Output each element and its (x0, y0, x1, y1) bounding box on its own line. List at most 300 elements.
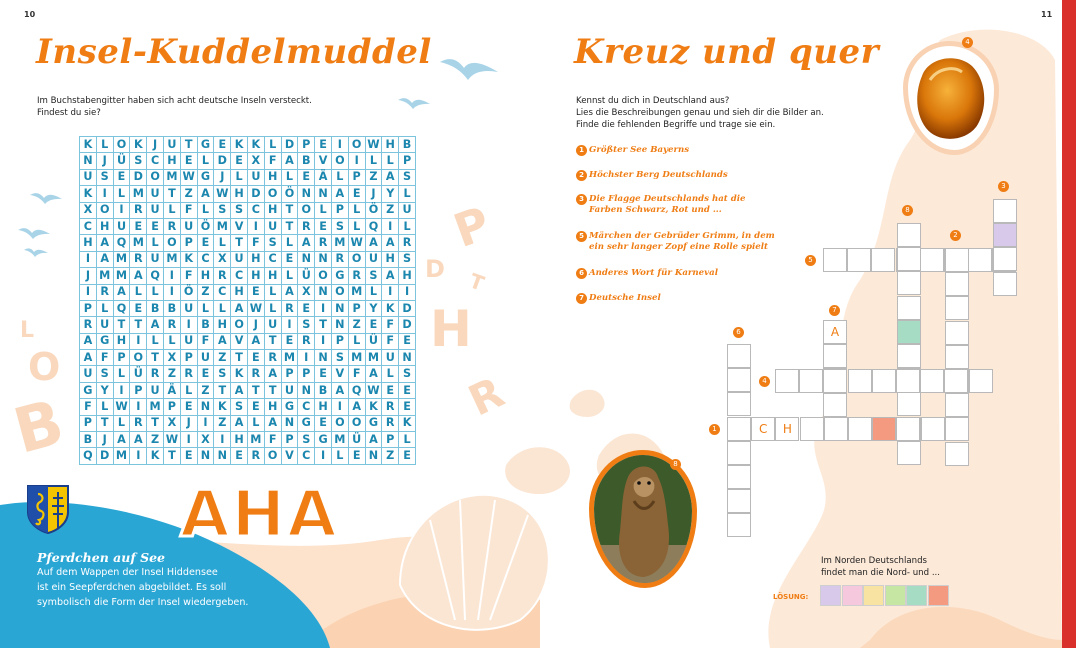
grid-cell[interactable]: L (281, 268, 298, 284)
crossword-cell-8[interactable] (897, 296, 921, 320)
grid-cell[interactable]: P (298, 366, 315, 382)
grid-cell[interactable]: Ö (197, 218, 214, 234)
grid-cell[interactable]: P (281, 366, 298, 382)
grid-cell[interactable]: F (80, 399, 97, 415)
grid-cell[interactable]: R (163, 317, 180, 333)
grid-cell[interactable]: H (264, 268, 281, 284)
crossword-cell-3[interactable] (993, 272, 1017, 296)
grid-cell[interactable]: P (348, 169, 365, 185)
crossword-cell-4[interactable] (944, 369, 968, 393)
grid-cell[interactable]: U (231, 251, 248, 267)
grid-cell[interactable]: F (264, 153, 281, 169)
grid-cell[interactable]: E (147, 218, 164, 234)
grid-cell[interactable]: A (331, 186, 348, 202)
grid-cell[interactable]: X (214, 251, 231, 267)
grid-cell[interactable]: K (80, 137, 97, 153)
grid-cell[interactable]: E (130, 218, 147, 234)
crossword-cell-8[interactable] (897, 441, 921, 465)
grid-cell[interactable]: A (113, 432, 130, 448)
grid-cell[interactable]: E (281, 251, 298, 267)
grid-cell[interactable]: E (298, 169, 315, 185)
grid-cell[interactable]: A (80, 350, 97, 366)
grid-cell[interactable]: S (399, 251, 416, 267)
grid-cell[interactable]: T (113, 317, 130, 333)
grid-cell[interactable]: F (180, 268, 197, 284)
grid-cell[interactable]: P (80, 300, 97, 316)
grid-cell[interactable]: O (331, 153, 348, 169)
grid-cell[interactable]: U (96, 317, 113, 333)
grid-cell[interactable]: E (315, 366, 332, 382)
grid-cell[interactable]: A (130, 432, 147, 448)
grid-cell[interactable]: C (247, 202, 264, 218)
grid-cell[interactable]: M (348, 350, 365, 366)
grid-cell[interactable]: G (80, 382, 97, 398)
grid-cell[interactable]: G (197, 137, 214, 153)
grid-cell[interactable]: C (298, 399, 315, 415)
grid-cell[interactable]: I (80, 284, 97, 300)
grid-cell[interactable]: O (147, 169, 164, 185)
grid-cell[interactable]: D (130, 169, 147, 185)
grid-cell[interactable]: K (399, 415, 416, 431)
grid-cell[interactable]: Ä (163, 382, 180, 398)
grid-cell[interactable]: O (264, 186, 281, 202)
grid-cell[interactable]: W (214, 186, 231, 202)
grid-cell[interactable]: C (264, 251, 281, 267)
grid-cell[interactable]: S (214, 202, 231, 218)
grid-cell[interactable]: A (281, 153, 298, 169)
grid-cell[interactable]: R (96, 284, 113, 300)
grid-cell[interactable]: Z (214, 415, 231, 431)
grid-cell[interactable]: Z (214, 350, 231, 366)
crossword-cell-1[interactable] (872, 417, 896, 441)
grid-cell[interactable]: O (348, 415, 365, 431)
grid-cell[interactable]: R (382, 415, 399, 431)
grid-cell[interactable]: F (197, 333, 214, 349)
grid-cell[interactable]: Z (180, 186, 197, 202)
grid-cell[interactable]: F (264, 432, 281, 448)
grid-cell[interactable]: A (382, 169, 399, 185)
grid-cell[interactable]: L (348, 202, 365, 218)
grid-cell[interactable]: W (113, 399, 130, 415)
grid-cell[interactable]: E (382, 382, 399, 398)
crossword-cell-8[interactable] (897, 271, 921, 295)
grid-cell[interactable]: Ö (281, 186, 298, 202)
grid-cell[interactable]: O (331, 284, 348, 300)
grid-cell[interactable]: J (96, 432, 113, 448)
grid-cell[interactable]: U (147, 202, 164, 218)
grid-cell[interactable]: Y (382, 186, 399, 202)
grid-cell[interactable]: F (382, 317, 399, 333)
grid-cell[interactable]: Y (96, 382, 113, 398)
grid-cell[interactable]: M (163, 169, 180, 185)
grid-cell[interactable]: R (163, 218, 180, 234)
grid-cell[interactable]: E (348, 186, 365, 202)
crossword-cell-1[interactable] (751, 417, 775, 441)
grid-cell[interactable]: H (163, 153, 180, 169)
grid-cell[interactable]: S (96, 169, 113, 185)
grid-cell[interactable]: N (315, 350, 332, 366)
grid-cell[interactable]: D (281, 137, 298, 153)
grid-cell[interactable]: H (214, 317, 231, 333)
grid-cell[interactable]: V (231, 218, 248, 234)
grid-cell[interactable]: J (96, 153, 113, 169)
grid-cell[interactable]: A (96, 251, 113, 267)
grid-cell[interactable]: X (197, 432, 214, 448)
grid-cell[interactable]: N (331, 317, 348, 333)
grid-cell[interactable]: K (231, 137, 248, 153)
grid-cell[interactable]: R (298, 218, 315, 234)
grid-cell[interactable]: T (96, 415, 113, 431)
grid-cell[interactable]: U (365, 251, 382, 267)
grid-cell[interactable]: T (147, 350, 164, 366)
grid-cell[interactable]: N (365, 448, 382, 464)
grid-cell[interactable]: I (247, 218, 264, 234)
grid-cell[interactable]: O (130, 350, 147, 366)
grid-cell[interactable]: H (264, 399, 281, 415)
grid-cell[interactable]: R (147, 366, 164, 382)
grid-cell[interactable]: L (197, 300, 214, 316)
grid-cell[interactable]: R (382, 399, 399, 415)
grid-cell[interactable]: H (247, 268, 264, 284)
grid-cell[interactable]: E (180, 448, 197, 464)
grid-cell[interactable]: I (163, 284, 180, 300)
grid-cell[interactable]: X (247, 153, 264, 169)
grid-cell[interactable]: O (113, 137, 130, 153)
grid-cell[interactable]: A (382, 235, 399, 251)
grid-cell[interactable]: A (365, 235, 382, 251)
grid-cell[interactable]: H (96, 218, 113, 234)
grid-cell[interactable]: L (382, 153, 399, 169)
grid-cell[interactable]: L (365, 284, 382, 300)
grid-cell[interactable]: H (197, 268, 214, 284)
grid-cell[interactable]: K (382, 300, 399, 316)
grid-cell[interactable]: U (281, 382, 298, 398)
crossword-cell-4[interactable] (896, 369, 920, 393)
grid-cell[interactable]: A (96, 235, 113, 251)
crossword-cell-5[interactable] (847, 248, 871, 272)
grid-cell[interactable]: L (147, 333, 164, 349)
grid-cell[interactable]: R (399, 235, 416, 251)
grid-cell[interactable]: V (315, 153, 332, 169)
grid-cell[interactable]: N (298, 251, 315, 267)
crossword-cell-2[interactable] (945, 393, 969, 417)
crossword-cell-4[interactable] (969, 369, 993, 393)
grid-cell[interactable]: P (281, 432, 298, 448)
grid-cell[interactable]: L (315, 202, 332, 218)
grid-cell[interactable]: P (180, 235, 197, 251)
crossword-cell-1[interactable] (824, 417, 848, 441)
grid-cell[interactable]: P (382, 432, 399, 448)
grid-cell[interactable]: N (315, 251, 332, 267)
grid-cell[interactable]: A (264, 415, 281, 431)
crossword-cell-4[interactable] (823, 369, 847, 393)
grid-cell[interactable]: O (348, 137, 365, 153)
grid-cell[interactable]: A (298, 235, 315, 251)
crossword-cell-1[interactable] (848, 417, 872, 441)
grid-cell[interactable]: Ü (348, 432, 365, 448)
grid-cell[interactable]: M (147, 399, 164, 415)
grid-cell[interactable]: R (298, 333, 315, 349)
grid-cell[interactable]: F (348, 366, 365, 382)
grid-cell[interactable]: A (231, 300, 248, 316)
crossword-cell-1[interactable] (896, 417, 920, 441)
crossword-cell-1[interactable] (775, 417, 799, 441)
crossword-cell-8[interactable] (897, 247, 921, 271)
grid-cell[interactable]: O (231, 317, 248, 333)
grid-cell[interactable]: S (399, 366, 416, 382)
grid-cell[interactable]: O (96, 202, 113, 218)
grid-cell[interactable]: T (163, 186, 180, 202)
grid-cell[interactable]: G (331, 268, 348, 284)
grid-cell[interactable]: I (163, 268, 180, 284)
grid-cell[interactable]: P (399, 153, 416, 169)
grid-cell[interactable]: W (180, 169, 197, 185)
grid-cell[interactable]: Z (365, 169, 382, 185)
grid-cell[interactable]: G (315, 432, 332, 448)
grid-cell[interactable]: Y (365, 300, 382, 316)
grid-cell[interactable]: U (197, 350, 214, 366)
grid-cell[interactable]: M (365, 350, 382, 366)
grid-cell[interactable]: U (80, 169, 97, 185)
grid-cell[interactable]: L (264, 300, 281, 316)
grid-cell[interactable]: R (264, 350, 281, 366)
grid-cell[interactable]: J (365, 186, 382, 202)
grid-cell[interactable]: J (147, 137, 164, 153)
grid-cell[interactable]: Ü (365, 333, 382, 349)
grid-cell[interactable]: H (80, 235, 97, 251)
grid-cell[interactable]: F (96, 350, 113, 366)
grid-cell[interactable]: E (315, 137, 332, 153)
grid-cell[interactable]: S (214, 366, 231, 382)
grid-cell[interactable]: X (163, 415, 180, 431)
grid-cell[interactable]: B (197, 317, 214, 333)
grid-cell[interactable]: H (315, 399, 332, 415)
grid-cell[interactable]: B (315, 382, 332, 398)
grid-cell[interactable]: L (399, 218, 416, 234)
grid-cell[interactable]: E (247, 284, 264, 300)
grid-cell[interactable]: K (80, 186, 97, 202)
grid-cell[interactable]: G (281, 399, 298, 415)
grid-cell[interactable]: U (180, 218, 197, 234)
grid-cell[interactable]: N (197, 448, 214, 464)
grid-cell[interactable]: W (163, 432, 180, 448)
grid-cell[interactable]: J (214, 169, 231, 185)
grid-cell[interactable]: U (147, 382, 164, 398)
grid-cell[interactable]: E (214, 137, 231, 153)
grid-cell[interactable]: E (231, 448, 248, 464)
grid-cell[interactable]: V (231, 333, 248, 349)
grid-cell[interactable]: L (331, 169, 348, 185)
grid-cell[interactable]: M (281, 350, 298, 366)
grid-cell[interactable]: P (348, 300, 365, 316)
grid-cell[interactable]: I (197, 415, 214, 431)
grid-cell[interactable]: T (231, 235, 248, 251)
grid-cell[interactable]: V (281, 448, 298, 464)
grid-cell[interactable]: X (163, 350, 180, 366)
grid-cell[interactable]: S (231, 202, 248, 218)
grid-cell[interactable]: L (348, 333, 365, 349)
grid-cell[interactable]: R (80, 317, 97, 333)
grid-cell[interactable]: W (365, 137, 382, 153)
crossword-cell-8[interactable] (897, 320, 921, 344)
grid-cell[interactable]: L (180, 382, 197, 398)
crossword-cell-3[interactable] (993, 247, 1017, 271)
grid-cell[interactable]: B (163, 300, 180, 316)
grid-cell[interactable]: P (331, 202, 348, 218)
grid-cell[interactable]: I (382, 218, 399, 234)
grid-cell[interactable]: L (96, 399, 113, 415)
grid-cell[interactable]: L (231, 169, 248, 185)
grid-cell[interactable]: A (331, 382, 348, 398)
crossword-cell-2[interactable] (945, 248, 969, 272)
grid-cell[interactable]: T (214, 382, 231, 398)
grid-cell[interactable]: B (147, 300, 164, 316)
grid-cell[interactable]: T (264, 382, 281, 398)
grid-cell[interactable]: S (130, 153, 147, 169)
crossword-cell-8[interactable] (897, 344, 921, 368)
grid-cell[interactable]: U (147, 186, 164, 202)
crossword-cell-8[interactable] (897, 392, 921, 416)
grid-cell[interactable]: T (163, 448, 180, 464)
grid-cell[interactable]: C (197, 251, 214, 267)
grid-cell[interactable]: I (315, 333, 332, 349)
grid-cell[interactable]: Z (382, 202, 399, 218)
grid-cell[interactable]: L (96, 137, 113, 153)
grid-cell[interactable]: G (365, 415, 382, 431)
grid-cell[interactable]: K (214, 399, 231, 415)
grid-cell[interactable]: E (247, 399, 264, 415)
grid-cell[interactable]: T (147, 415, 164, 431)
grid-cell[interactable]: M (113, 268, 130, 284)
grid-cell[interactable]: F (180, 202, 197, 218)
grid-cell[interactable]: U (264, 218, 281, 234)
grid-cell[interactable]: T (247, 382, 264, 398)
grid-cell[interactable]: M (214, 218, 231, 234)
grid-cell[interactable]: A (130, 268, 147, 284)
grid-cell[interactable]: E (180, 153, 197, 169)
grid-cell[interactable]: L (147, 284, 164, 300)
grid-cell[interactable]: J (247, 317, 264, 333)
grid-cell[interactable]: A (264, 366, 281, 382)
grid-cell[interactable]: G (96, 333, 113, 349)
grid-cell[interactable]: I (315, 448, 332, 464)
grid-cell[interactable]: J (180, 415, 197, 431)
crossword-cell-6[interactable] (727, 368, 751, 392)
grid-cell[interactable]: H (382, 251, 399, 267)
grid-cell[interactable]: N (331, 300, 348, 316)
grid-cell[interactable]: L (399, 432, 416, 448)
solution-box[interactable] (906, 585, 927, 606)
grid-cell[interactable]: U (180, 300, 197, 316)
grid-cell[interactable]: I (180, 432, 197, 448)
grid-cell[interactable]: E (231, 153, 248, 169)
grid-cell[interactable]: L (113, 366, 130, 382)
grid-cell[interactable]: A (80, 333, 97, 349)
grid-cell[interactable]: Z (147, 432, 164, 448)
grid-cell[interactable]: S (331, 218, 348, 234)
grid-cell[interactable]: L (96, 300, 113, 316)
grid-cell[interactable]: U (163, 137, 180, 153)
grid-cell[interactable]: E (197, 366, 214, 382)
grid-cell[interactable]: F (382, 333, 399, 349)
grid-cell[interactable]: P (180, 350, 197, 366)
grid-cell[interactable]: M (113, 448, 130, 464)
solution-box[interactable] (928, 585, 949, 606)
grid-cell[interactable]: I (96, 186, 113, 202)
grid-cell[interactable]: L (348, 218, 365, 234)
grid-cell[interactable]: H (382, 137, 399, 153)
crossword-cell-5[interactable] (920, 248, 944, 272)
grid-cell[interactable]: Q (113, 235, 130, 251)
grid-cell[interactable]: L (214, 235, 231, 251)
grid-cell[interactable]: C (147, 153, 164, 169)
crossword-cell-4[interactable] (848, 369, 872, 393)
grid-cell[interactable]: K (180, 251, 197, 267)
grid-cell[interactable]: K (365, 399, 382, 415)
grid-cell[interactable]: A (348, 399, 365, 415)
grid-cell[interactable]: I (331, 137, 348, 153)
grid-cell[interactable]: M (96, 268, 113, 284)
grid-cell[interactable]: W (247, 300, 264, 316)
grid-cell[interactable]: M (130, 235, 147, 251)
grid-cell[interactable]: C (214, 284, 231, 300)
grid-cell[interactable]: R (247, 366, 264, 382)
grid-cell[interactable]: S (96, 366, 113, 382)
grid-cell[interactable]: L (113, 186, 130, 202)
grid-cell[interactable]: E (348, 448, 365, 464)
grid-cell[interactable]: O (348, 251, 365, 267)
grid-cell[interactable]: E (399, 382, 416, 398)
crossword-cell-7[interactable] (823, 393, 847, 417)
crossword-cell-6[interactable] (727, 489, 751, 513)
grid-cell[interactable]: Ü (113, 153, 130, 169)
grid-cell[interactable]: H (247, 251, 264, 267)
crossword-cell-5[interactable] (871, 248, 895, 272)
crossword-cell-4[interactable] (920, 369, 944, 393)
grid-cell[interactable]: P (298, 137, 315, 153)
grid-cell[interactable]: H (264, 202, 281, 218)
grid-cell[interactable]: D (247, 186, 264, 202)
grid-cell[interactable]: U (247, 169, 264, 185)
grid-cell[interactable]: R (348, 268, 365, 284)
grid-cell[interactable]: M (130, 186, 147, 202)
solution-box[interactable] (885, 585, 906, 606)
grid-cell[interactable]: D (399, 317, 416, 333)
grid-cell[interactable]: I (298, 350, 315, 366)
grid-cell[interactable]: Ü (298, 268, 315, 284)
grid-cell[interactable]: T (281, 202, 298, 218)
grid-cell[interactable]: L (365, 153, 382, 169)
grid-cell[interactable]: E (281, 333, 298, 349)
grid-cell[interactable]: O (298, 202, 315, 218)
grid-cell[interactable]: A (231, 382, 248, 398)
crossword-cell-2[interactable] (945, 442, 969, 466)
grid-cell[interactable]: E (365, 317, 382, 333)
grid-cell[interactable]: X (298, 284, 315, 300)
grid-cell[interactable]: E (130, 300, 147, 316)
grid-cell[interactable]: U (147, 251, 164, 267)
grid-cell[interactable]: W (348, 235, 365, 251)
grid-cell[interactable]: Ö (180, 284, 197, 300)
grid-cell[interactable]: M (163, 251, 180, 267)
grid-cell[interactable]: L (113, 415, 130, 431)
grid-cell[interactable]: M (331, 235, 348, 251)
grid-cell[interactable]: A (113, 284, 130, 300)
crossword-cell-3[interactable] (993, 199, 1017, 223)
grid-cell[interactable]: I (348, 153, 365, 169)
grid-cell[interactable]: L (147, 235, 164, 251)
grid-cell[interactable]: U (113, 218, 130, 234)
